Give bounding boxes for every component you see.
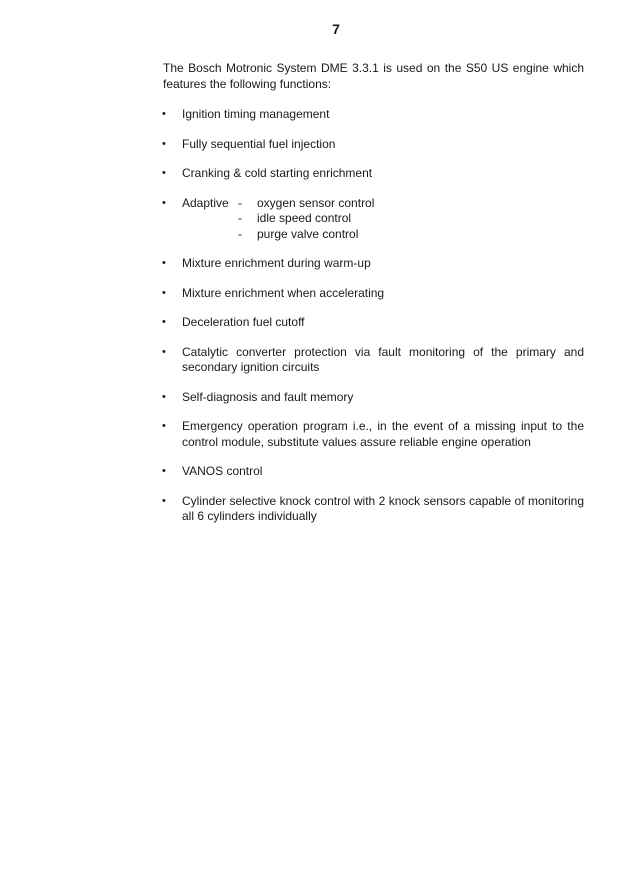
- adaptive-sub-item-text: idle speed control: [257, 211, 352, 225]
- bullet-icon: •: [162, 316, 166, 328]
- adaptive-sub-item: [238, 211, 374, 227]
- bullet-icon: •: [162, 167, 166, 179]
- intro-paragraph: The Bosch Motronic System DME 3.3.1 is used on the S50 US engine which features the following functions:: [163, 61, 584, 91]
- list-item: [163, 345, 584, 376]
- list-item-text: Mixture enrichment during warm-up: [182, 256, 371, 270]
- adaptive-label: Adaptive: [182, 195, 229, 210]
- list-item-text: VANOS control: [182, 464, 263, 478]
- bullet-icon: •: [162, 286, 166, 299]
- bullet-icon: •: [162, 420, 166, 432]
- document-body: [163, 61, 584, 539]
- adaptive-sub-list: [238, 196, 374, 243]
- list-item-text: Mixture enrichment when accelerating: [182, 285, 385, 300]
- bullet-icon: •: [162, 345, 166, 358]
- bullet-icon: •: [162, 390, 166, 403]
- adaptive-sub-item: [238, 196, 374, 212]
- list-item-text: Deceleration fuel cutoff: [182, 315, 305, 329]
- function-list: [163, 107, 584, 525]
- bullet-icon: •: [162, 257, 166, 269]
- list-item-text: Catalytic converter protection via fault monitoring of the primary and secondary ignition circuits: [182, 344, 584, 374]
- adaptive-sub-item: [238, 227, 374, 243]
- list-item: [163, 464, 584, 480]
- adaptive-sub-item-text: purge valve control: [257, 226, 359, 241]
- bullet-icon: •: [162, 196, 166, 209]
- list-item: [163, 166, 584, 182]
- dash-icon: -: [238, 226, 242, 241]
- list-item: [163, 286, 584, 302]
- list-item-text: Ignition timing management: [182, 107, 330, 121]
- list-item-adaptive: [163, 196, 584, 243]
- bullet-icon: •: [162, 494, 166, 507]
- list-item: [163, 315, 584, 331]
- bullet-icon: •: [162, 137, 166, 150]
- adaptive-row: [182, 196, 584, 243]
- dash-icon: -: [238, 211, 242, 225]
- list-item: [163, 107, 584, 123]
- list-item: [163, 137, 584, 153]
- list-item-text: Cranking & cold starting enrichment: [182, 166, 373, 180]
- list-item-text: Fully sequential fuel injection: [182, 136, 336, 151]
- list-item-text: Emergency operation program i.e., in the event of a missing input to the control module, substitute values assure reliable engine operation: [182, 419, 584, 449]
- list-item-text: Cylinder selective knock control with 2 knock sensors capable of monitoring all 6 cylinders individually: [182, 493, 584, 523]
- adaptive-sub-item-text: oxygen sensor control: [257, 195, 375, 210]
- list-item: [163, 494, 584, 525]
- page-number: 7: [332, 21, 340, 37]
- list-item-text: Self-diagnosis and fault memory: [182, 389, 354, 404]
- dash-icon: -: [238, 195, 242, 210]
- bullet-icon: •: [162, 465, 166, 477]
- bullet-icon: •: [162, 108, 166, 120]
- list-item: [163, 419, 584, 450]
- list-item: [163, 256, 584, 272]
- list-item: [163, 390, 584, 406]
